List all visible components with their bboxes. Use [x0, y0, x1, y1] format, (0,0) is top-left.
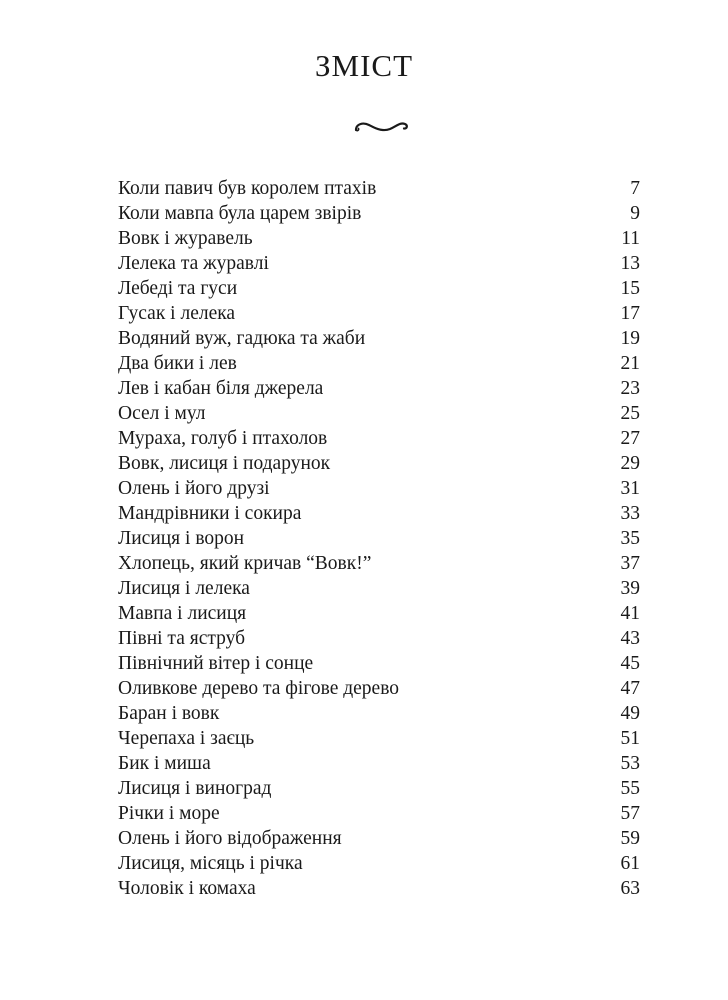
toc-entry — [118, 426, 640, 451]
toc-entry-page-number: 49 — [620, 703, 640, 724]
toc-entry-title: Мавпа і лисиця — [118, 603, 247, 624]
toc-entry-page-number: 63 — [620, 878, 640, 899]
toc-entry-title: Лисиця і ворон — [118, 528, 245, 549]
toc-entry-page-number: 43 — [620, 628, 640, 649]
toc-entry-page-number: 45 — [620, 653, 640, 674]
toc-entry-page-number: 61 — [620, 853, 640, 874]
toc-entry-page-number: 7 — [630, 178, 640, 199]
toc-entry-title: Олень і його відображення — [118, 828, 342, 849]
toc-entry-title: Лисиця і виноград — [118, 778, 272, 799]
toc-entry-page-number: 27 — [620, 428, 640, 449]
toc-entry-page-number: 59 — [620, 828, 640, 849]
toc-entry-title: Черепаха і заєць — [118, 728, 255, 749]
toc-entry — [118, 776, 640, 801]
toc-entry — [118, 651, 640, 676]
toc-entry-title: Оливкове дерево та фігове дерево — [118, 678, 400, 699]
toc-entry-page-number: 21 — [620, 353, 640, 374]
toc-entry — [118, 526, 640, 551]
toc-entry-title: Вовк і журавель — [118, 228, 253, 249]
toc-entry — [118, 876, 640, 901]
toc-entry-page-number: 51 — [620, 728, 640, 749]
toc-entry-page-number: 29 — [620, 453, 640, 474]
toc-entry-page-number: 23 — [620, 378, 640, 399]
toc-entry — [118, 601, 640, 626]
toc-entry — [118, 201, 640, 226]
table-of-contents — [118, 176, 640, 901]
toc-entry-page-number: 33 — [620, 503, 640, 524]
toc-entry-title: Мураха, голуб і птахолов — [118, 428, 328, 449]
toc-entry-title: Лисиця і лелека — [118, 578, 250, 599]
toc-entry-title: Чоловік і комаха — [118, 878, 256, 899]
toc-entry-page-number: 39 — [620, 578, 640, 599]
toc-entry-page-number: 31 — [620, 478, 640, 499]
toc-entry — [118, 176, 640, 201]
toc-entry-title: Лебеді та гуси — [118, 278, 238, 299]
toc-entry-title: Лисиця, місяць і річка — [118, 853, 303, 874]
toc-entry-title: Півні та яструб — [118, 628, 246, 649]
toc-entry-page-number: 41 — [620, 603, 640, 624]
toc-entry-title: Баран і вовк — [118, 703, 220, 724]
toc-entry-title: Коли павич був королем птахів — [118, 178, 377, 199]
toc-entry — [118, 501, 640, 526]
toc-entry-page-number: 35 — [620, 528, 640, 549]
toc-entry-title: Олень і його друзі — [118, 478, 270, 499]
toc-entry — [118, 826, 640, 851]
toc-entry-page-number: 15 — [620, 278, 640, 299]
toc-entry-page-number: 37 — [620, 553, 640, 574]
toc-entry — [118, 576, 640, 601]
toc-entry-title: Річки і море — [118, 803, 220, 824]
toc-entry-title: Гусак і лелека — [118, 303, 236, 324]
toc-entry-title: Вовк, лисиця і подарунок — [118, 453, 331, 474]
toc-entry — [118, 551, 640, 576]
page-title: ЗМІСТ — [314, 48, 414, 83]
toc-entry-page-number: 47 — [620, 678, 640, 699]
toc-entry-page-number: 17 — [620, 303, 640, 324]
toc-entry — [118, 851, 640, 876]
toc-entry — [118, 301, 640, 326]
toc-entry-title: Хлопець, який кричав “Вовк!” — [118, 553, 372, 574]
toc-entry — [118, 676, 640, 701]
toc-entry — [118, 701, 640, 726]
toc-entry-title: Коли мавпа була царем звірів — [118, 203, 362, 224]
toc-entry-title: Бик і миша — [118, 753, 211, 774]
toc-entry-title: Два бики і лев — [118, 353, 237, 374]
toc-entry-title: Лев і кабан біля джерела — [118, 378, 324, 399]
toc-entry — [118, 276, 640, 301]
toc-entry-title: Північний вітер і сонце — [118, 653, 314, 674]
toc-entry — [118, 801, 640, 826]
toc-entry — [118, 326, 640, 351]
toc-entry-page-number: 25 — [620, 403, 640, 424]
toc-entry — [118, 726, 640, 751]
toc-entry-title: Осел і мул — [118, 403, 206, 424]
tilde-swash-ornament-icon — [352, 117, 410, 137]
toc-entry-title: Водяний вуж, гадюка та жаби — [118, 328, 366, 349]
toc-entry-page-number: 55 — [620, 778, 640, 799]
toc-entry — [118, 376, 640, 401]
toc-entry — [118, 451, 640, 476]
toc-entry — [118, 251, 640, 276]
toc-entry-page-number: 9 — [630, 203, 640, 224]
toc-entry-page-number: 11 — [621, 228, 640, 249]
toc-entry-page-number: 19 — [620, 328, 640, 349]
toc-entry — [118, 226, 640, 251]
toc-entry-title: Лелека та журавлі — [118, 253, 269, 274]
toc-entry — [118, 751, 640, 776]
toc-entry — [118, 476, 640, 501]
toc-entry-title: Мандрівники і сокира — [118, 503, 302, 524]
toc-entry-page-number: 53 — [620, 753, 640, 774]
toc-entry-page-number: 13 — [620, 253, 640, 274]
toc-entry — [118, 351, 640, 376]
toc-entry-page-number: 57 — [620, 803, 640, 824]
toc-entry — [118, 401, 640, 426]
toc-entry — [118, 626, 640, 651]
